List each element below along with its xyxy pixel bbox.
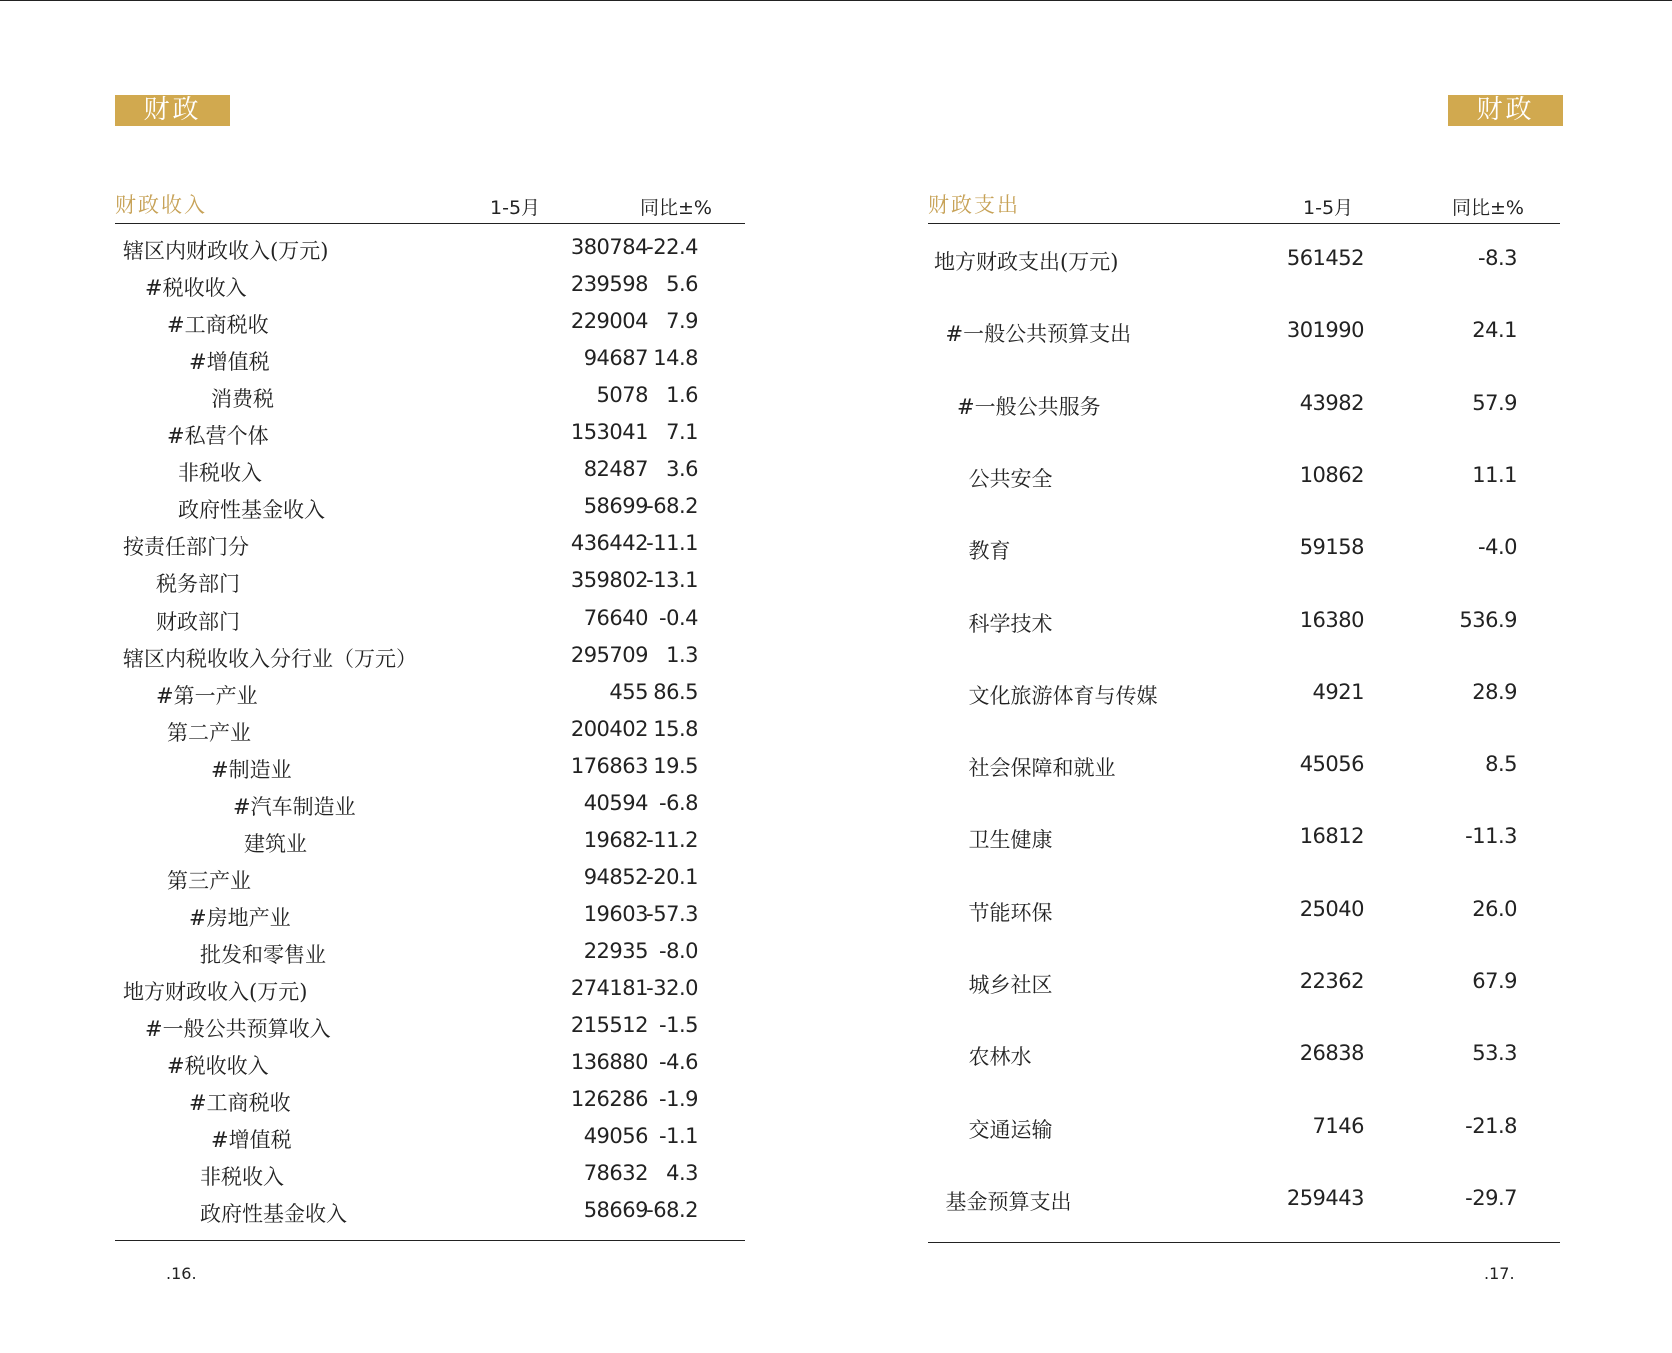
table-row bbox=[115, 379, 745, 415]
left-table-header bbox=[115, 185, 745, 223]
row-period-value: 136880 bbox=[570, 1050, 648, 1075]
row-label: #第一产业 bbox=[156, 683, 258, 708]
row-yoy-value: 86.5 bbox=[653, 679, 698, 704]
row-yoy-value: 53.3 bbox=[1472, 1041, 1517, 1066]
right-bottom-rule bbox=[928, 1242, 1560, 1243]
row-period-value: 5078 bbox=[596, 383, 648, 408]
row-label: #一般公共服务 bbox=[957, 394, 1101, 419]
left-section-badge: 财政 bbox=[115, 95, 230, 126]
row-yoy-value: 1.6 bbox=[666, 383, 698, 408]
row-yoy-value: 15.8 bbox=[653, 716, 698, 741]
row-period-value: 76640 bbox=[583, 605, 648, 630]
table-row bbox=[928, 676, 1560, 712]
table-row bbox=[115, 1157, 745, 1193]
table-row bbox=[928, 531, 1560, 567]
table-row bbox=[928, 387, 1560, 423]
table-row bbox=[928, 1037, 1560, 1073]
table-row bbox=[115, 416, 745, 452]
table-row bbox=[115, 972, 745, 1008]
row-label: 节能环保 bbox=[968, 900, 1053, 925]
table-row bbox=[115, 231, 745, 267]
row-label: 辖区内税收收入分行业（万元） bbox=[123, 646, 417, 671]
row-period-value: 274181 bbox=[570, 976, 648, 1000]
row-label: 公共安全 bbox=[968, 466, 1053, 491]
row-label: 第三产业 bbox=[167, 868, 251, 893]
row-yoy-value: -1.9 bbox=[659, 1087, 698, 1112]
right-section-title: 财政支出 bbox=[928, 193, 1020, 217]
row-label: 非税收入 bbox=[200, 1165, 284, 1190]
row-period-value: 200402 bbox=[570, 716, 648, 741]
left-bottom-rule bbox=[115, 1240, 745, 1241]
row-yoy-value: 8.5 bbox=[1485, 752, 1517, 777]
top-border-line bbox=[0, 0, 1672, 1]
row-period-value: 26838 bbox=[1299, 1041, 1364, 1066]
table-row bbox=[115, 602, 745, 638]
left-col-period-header: 1-5月 bbox=[490, 197, 541, 219]
table-row bbox=[928, 893, 1560, 929]
row-period-value: 561452 bbox=[1286, 246, 1364, 270]
row-label: #税收收入 bbox=[167, 1054, 269, 1079]
row-period-value: 7146 bbox=[1312, 1113, 1364, 1138]
row-yoy-value: -4.6 bbox=[659, 1050, 698, 1075]
table-row bbox=[115, 1046, 745, 1082]
row-label: #增值税 bbox=[189, 350, 270, 375]
row-yoy-value: 14.8 bbox=[653, 346, 698, 371]
table-row bbox=[928, 459, 1560, 495]
row-yoy-value: -11.3 bbox=[1465, 824, 1517, 849]
row-label: #工商税收 bbox=[167, 313, 269, 338]
row-yoy-value: -68.2 bbox=[646, 1198, 698, 1223]
row-period-value: 45056 bbox=[1299, 752, 1364, 777]
row-label: 文化旅游体育与传媒 bbox=[968, 683, 1158, 708]
table-row bbox=[115, 342, 745, 378]
row-period-value: 94687 bbox=[583, 346, 648, 371]
row-label: 地方财政收入(万元) bbox=[123, 980, 308, 1004]
table-row bbox=[115, 676, 745, 712]
row-period-value: 176863 bbox=[570, 753, 648, 778]
table-row bbox=[115, 1009, 745, 1045]
row-yoy-value: 7.9 bbox=[666, 309, 698, 334]
row-yoy-value: -11.2 bbox=[646, 827, 698, 852]
row-yoy-value: 11.1 bbox=[1472, 462, 1517, 487]
row-yoy-value: -13.1 bbox=[646, 568, 698, 593]
row-yoy-value: 536.9 bbox=[1459, 607, 1517, 632]
table-row bbox=[115, 1083, 745, 1119]
row-period-value: 4921 bbox=[1312, 679, 1364, 704]
table-row bbox=[115, 639, 745, 675]
row-period-value: 43982 bbox=[1299, 390, 1364, 415]
row-label: #一般公共预算支出 bbox=[945, 322, 1132, 347]
row-period-value: 58669 bbox=[583, 1198, 648, 1223]
table-row bbox=[115, 453, 745, 489]
row-period-value: 19682 bbox=[583, 827, 648, 852]
row-period-value: 215512 bbox=[570, 1013, 648, 1038]
row-label: 基金预算支出 bbox=[945, 1189, 1072, 1214]
row-yoy-value: -21.8 bbox=[1465, 1113, 1517, 1138]
row-period-value: 94852 bbox=[583, 864, 648, 889]
row-label: 消费税 bbox=[211, 387, 274, 412]
row-yoy-value: -57.3 bbox=[646, 901, 698, 926]
row-label: 农林水 bbox=[968, 1045, 1032, 1070]
table-row bbox=[115, 898, 745, 934]
row-label: #税收收入 bbox=[145, 276, 247, 301]
table-row bbox=[115, 935, 745, 971]
row-period-value: 25040 bbox=[1299, 896, 1364, 921]
row-period-value: 259443 bbox=[1286, 1185, 1364, 1210]
row-label: #增值税 bbox=[211, 1128, 292, 1153]
right-col-period-header: 1-5月 bbox=[1303, 197, 1354, 219]
table-row bbox=[928, 965, 1560, 1001]
row-label: 科学技术 bbox=[968, 611, 1053, 636]
row-yoy-value: -1.5 bbox=[659, 1013, 698, 1038]
row-period-value: 16380 bbox=[1299, 607, 1364, 632]
row-yoy-value: -32.0 bbox=[646, 976, 698, 1000]
row-label: 财政部门 bbox=[156, 609, 240, 634]
row-yoy-value: -22.4 bbox=[646, 235, 698, 259]
table-row bbox=[115, 490, 745, 526]
row-period-value: 126286 bbox=[570, 1087, 648, 1112]
right-header-rule bbox=[928, 223, 1560, 224]
row-yoy-value: -11.1 bbox=[646, 531, 698, 556]
row-label: 税务部门 bbox=[156, 572, 240, 597]
row-period-value: 19603 bbox=[583, 901, 648, 926]
left-col-yoy-header: 同比±% bbox=[640, 197, 712, 219]
row-label: #房地产业 bbox=[189, 905, 291, 930]
row-yoy-value: -6.8 bbox=[659, 790, 698, 815]
row-label: 非税收入 bbox=[178, 461, 262, 486]
row-label: 辖区内财政收入(万元) bbox=[123, 239, 329, 263]
row-label: 交通运输 bbox=[968, 1117, 1053, 1142]
table-row bbox=[928, 820, 1560, 856]
row-label: 政府性基金收入 bbox=[178, 498, 325, 523]
row-yoy-value: -1.1 bbox=[659, 1124, 698, 1149]
row-label: #工商税收 bbox=[189, 1091, 291, 1116]
row-yoy-value: -20.1 bbox=[646, 864, 698, 889]
row-yoy-value: 4.3 bbox=[666, 1161, 698, 1186]
row-yoy-value: 7.1 bbox=[666, 420, 698, 445]
row-label: 建筑业 bbox=[244, 831, 307, 856]
row-period-value: 40594 bbox=[583, 790, 648, 815]
row-period-value: 59158 bbox=[1299, 535, 1364, 560]
table-row bbox=[928, 314, 1560, 350]
table-row bbox=[115, 1120, 745, 1156]
row-yoy-value: 67.9 bbox=[1472, 969, 1517, 993]
row-period-value: 301990 bbox=[1286, 318, 1364, 343]
row-period-value: 10862 bbox=[1299, 462, 1364, 487]
row-yoy-value: -29.7 bbox=[1465, 1185, 1517, 1210]
row-yoy-value: -0.4 bbox=[659, 605, 698, 630]
row-label: 城乡社区 bbox=[968, 973, 1053, 997]
row-label: #私营个体 bbox=[167, 424, 269, 449]
left-page-number: .16. bbox=[166, 1264, 197, 1283]
table-row bbox=[928, 604, 1560, 640]
row-yoy-value: 3.6 bbox=[666, 457, 698, 482]
right-page-number: .17. bbox=[1484, 1264, 1515, 1283]
row-period-value: 359802 bbox=[570, 568, 648, 593]
table-row bbox=[928, 1182, 1560, 1218]
row-period-value: 380784 bbox=[570, 235, 648, 259]
row-period-value: 58699 bbox=[583, 494, 648, 519]
table-row bbox=[115, 861, 745, 897]
left-section-title: 财政收入 bbox=[115, 193, 207, 217]
row-period-value: 153041 bbox=[570, 420, 648, 445]
row-period-value: 78632 bbox=[583, 1161, 648, 1186]
row-period-value: 295709 bbox=[570, 642, 648, 667]
table-row bbox=[115, 750, 745, 786]
right-section-badge: 财政 bbox=[1448, 95, 1563, 126]
table-row bbox=[115, 787, 745, 823]
row-period-value: 82487 bbox=[583, 457, 648, 482]
row-label: 政府性基金收入 bbox=[200, 1202, 347, 1227]
row-yoy-value: 5.6 bbox=[666, 272, 698, 297]
table-row bbox=[115, 824, 745, 860]
row-yoy-value: -8.3 bbox=[1478, 246, 1517, 270]
row-period-value: 436442 bbox=[570, 531, 648, 556]
row-yoy-value: 57.9 bbox=[1472, 390, 1517, 415]
row-label: #一般公共预算收入 bbox=[145, 1017, 331, 1042]
row-period-value: 49056 bbox=[583, 1124, 648, 1149]
row-label: 卫生健康 bbox=[968, 828, 1053, 853]
row-yoy-value: 19.5 bbox=[653, 753, 698, 778]
row-period-value: 22935 bbox=[583, 938, 648, 963]
row-label: 批发和零售业 bbox=[200, 942, 326, 967]
row-period-value: 455 bbox=[609, 679, 648, 704]
table-row bbox=[115, 305, 745, 341]
row-yoy-value: -8.0 bbox=[659, 938, 698, 963]
row-label: 教育 bbox=[968, 539, 1011, 564]
row-label: 地方财政支出(万元) bbox=[934, 250, 1119, 274]
row-yoy-value: -4.0 bbox=[1478, 535, 1517, 560]
table-row bbox=[115, 527, 745, 563]
table-row bbox=[115, 268, 745, 304]
row-period-value: 22362 bbox=[1299, 969, 1364, 993]
row-label: 第二产业 bbox=[167, 720, 251, 745]
row-yoy-value: 28.9 bbox=[1472, 679, 1517, 704]
right-table-header bbox=[928, 185, 1560, 223]
row-period-value: 229004 bbox=[570, 309, 648, 334]
table-row bbox=[928, 1110, 1560, 1146]
row-yoy-value: 24.1 bbox=[1472, 318, 1517, 343]
table-row bbox=[115, 1194, 745, 1230]
row-label: #汽车制造业 bbox=[233, 794, 356, 819]
table-row bbox=[115, 713, 745, 749]
row-yoy-value: -68.2 bbox=[646, 494, 698, 519]
table-row bbox=[115, 564, 745, 600]
right-col-yoy-header: 同比±% bbox=[1452, 197, 1524, 219]
row-yoy-value: 26.0 bbox=[1472, 896, 1517, 921]
row-period-value: 239598 bbox=[570, 272, 648, 297]
row-label: #制造业 bbox=[211, 757, 292, 782]
row-yoy-value: 1.3 bbox=[666, 642, 698, 667]
table-row bbox=[928, 748, 1560, 784]
row-label: 按责任部门分 bbox=[123, 535, 249, 560]
row-period-value: 16812 bbox=[1299, 824, 1364, 849]
table-row bbox=[928, 242, 1560, 278]
left-header-rule bbox=[115, 223, 745, 224]
row-label: 社会保障和就业 bbox=[968, 756, 1116, 781]
